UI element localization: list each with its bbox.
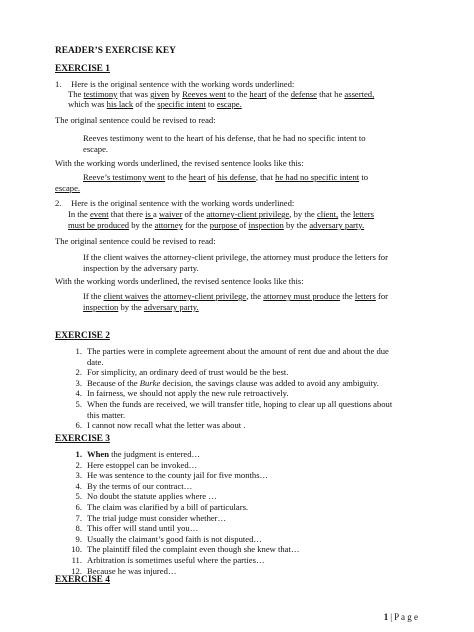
item-number: 7.	[75, 512, 82, 523]
underlined-word: inspection	[83, 302, 119, 312]
underlined-word: specific intent	[157, 99, 206, 109]
underlined-word: letters	[353, 209, 375, 219]
text: a	[153, 209, 159, 219]
text: the	[338, 209, 354, 219]
list-item	[68, 513, 299, 524]
item-text: The parties were in complete agreement about the amount of rent due and about the due	[87, 346, 389, 356]
bold-word: When	[87, 449, 109, 459]
item-number: 5.	[75, 398, 82, 409]
list-item	[68, 460, 299, 471]
item-number: 11.	[71, 554, 82, 565]
ex1-item-1-intro	[55, 79, 294, 90]
item-number: 3.	[75, 470, 82, 481]
underlined-word: letters	[354, 291, 376, 301]
text: that he	[316, 89, 345, 99]
page-footer	[384, 612, 418, 622]
ex1-item-2-revised-line-2: inspection by the adversary party.	[83, 263, 199, 273]
item-text: The claim was clarified by a bill of particulars.	[87, 501, 249, 512]
list-item	[68, 346, 392, 357]
list-item	[68, 367, 392, 378]
text: of	[239, 220, 249, 230]
page-label: P a g e	[394, 612, 418, 622]
list-item	[68, 470, 299, 481]
item-text: No doubt the statute applies where …	[87, 491, 217, 502]
item-text: For simplicity, an ordinary deed of trust would be the best.	[87, 367, 289, 378]
underlined-word: asserted,	[344, 89, 375, 99]
text: of	[205, 172, 218, 182]
ex1-item-1-original-line-2	[68, 99, 242, 110]
underlined-word: waiver	[158, 209, 183, 219]
item-text: I cannot now recall what the letter was about .	[87, 420, 246, 431]
text: by	[169, 89, 183, 99]
text: by the	[283, 220, 310, 230]
item-number: 5.	[75, 491, 82, 502]
item-text: Usually the claimant’s good faith is not disputed…	[87, 533, 262, 544]
text: to	[205, 99, 217, 109]
text: that was	[117, 89, 151, 99]
item-text: When the funds are received, we will transfer title, hoping to clear up all questions about	[87, 398, 393, 409]
item-text: Here is the original sentence with the working words underlined:	[71, 79, 295, 89]
exercise-2-heading: EXERCISE 2	[55, 331, 110, 341]
underlined-word: client waives	[103, 291, 149, 301]
item-text: The trial judge must consider whether…	[87, 512, 227, 523]
item-text: In fairness, we should not apply the new rule retroactively.	[87, 388, 289, 399]
list-item-continuation: date.	[87, 356, 104, 367]
item-text: Here is the original sentence with the working words underlined:	[71, 198, 295, 208]
list-item	[68, 449, 299, 460]
list-item	[68, 544, 299, 555]
underlined-word: attorney	[154, 220, 183, 230]
list-item	[68, 388, 392, 399]
underlined-word: adversary party.	[143, 302, 199, 312]
ex1-with-working-2: With the working words underlined, the revised sentence looks like this:	[55, 276, 304, 286]
underlined-word: event	[89, 209, 109, 219]
ex1-item-2-underlined-line-1	[83, 291, 388, 302]
item-text: decision, the savings clause was added to avoid any ambiguity.	[160, 377, 379, 388]
exercise-3-heading: EXERCISE 3	[55, 434, 110, 444]
item-text: He was sentence to the county jail for five months…	[87, 470, 269, 481]
ex1-item-1-underlined-line-2: escape.	[55, 183, 81, 193]
underlined-word: purpose	[209, 220, 240, 230]
text: , by the	[289, 209, 317, 219]
text: the	[340, 291, 355, 301]
ex1-with-working-1: With the working words underlined, the revised sentence looks like this:	[55, 158, 304, 168]
text: by the	[129, 220, 155, 230]
text: If the	[83, 291, 104, 301]
underlined-word: testimony	[83, 89, 118, 99]
ex1-item-1-revised-line-1: Reeves testimony went to the heart of his defense, that he had no specific intent to	[83, 133, 366, 143]
underlined-word: attorney-client privilege	[206, 209, 290, 219]
text: for	[375, 291, 389, 301]
item-text: By the terms of our contract…	[87, 480, 193, 491]
item-number: 6.	[75, 420, 82, 431]
list-item	[68, 399, 392, 410]
item-text: Because of the	[87, 377, 140, 388]
item-number: 6.	[75, 501, 82, 512]
text: to the	[165, 172, 189, 182]
text: for the	[182, 220, 210, 230]
ex1-item-2-intro	[55, 198, 294, 209]
text: to the	[225, 89, 250, 99]
underlined-word: must be produced	[68, 220, 130, 230]
underlined-word: his lack	[106, 99, 134, 109]
list-item	[68, 491, 299, 502]
exercise-1-heading: EXERCISE 1	[55, 64, 110, 74]
ex1-item-2-underlined-line-2	[83, 302, 199, 313]
underlined-word: attorney must produce	[263, 291, 341, 301]
item-number: 4.	[75, 480, 82, 491]
list-item	[68, 378, 392, 389]
ex1-item-1-original-line-1	[68, 89, 374, 100]
list-item	[68, 481, 299, 492]
item-number: 3.	[75, 377, 82, 388]
text: which was	[68, 99, 107, 109]
ex1-item-2-original-line-1	[68, 209, 374, 220]
item-number: 4.	[75, 388, 82, 399]
text: of the	[266, 89, 291, 99]
text: that there	[108, 209, 146, 219]
ex1-item-2-revised-line-1: If the client waives the attorney-client privilege, the attorney must produce the letters for	[83, 252, 388, 262]
item-number: 8.	[75, 523, 82, 534]
case-name: Burke	[139, 377, 161, 388]
list-item	[68, 420, 392, 431]
underlined-word: Reeves went	[182, 89, 226, 99]
underlined-word: escape.	[216, 99, 242, 109]
item-number: 9.	[75, 533, 82, 544]
ex1-revise-intro-2: The original sentence could be revised to read:	[55, 236, 216, 246]
item-number: 12.	[71, 565, 82, 576]
item-text: Arbitration is sometimes useful where the parties…	[87, 554, 265, 565]
list-item	[68, 555, 299, 566]
item-number: 1.	[55, 79, 62, 89]
underlined-word: client,	[316, 209, 339, 219]
ex1-item-1-revised-line-2: escape.	[83, 144, 109, 154]
item-text: the judgment is entered…	[108, 449, 201, 459]
text: of the	[182, 209, 207, 219]
item-text: Here estoppel can be invoked…	[87, 459, 198, 470]
underlined-word: he had no specific intent	[275, 172, 360, 182]
text: The	[68, 89, 84, 99]
ex1-item-1-underlined-line-1	[83, 172, 368, 183]
exercise-2-list	[68, 346, 392, 431]
ex1-item-2-original-line-2	[68, 220, 364, 231]
separator: |	[390, 612, 393, 622]
item-text: The plaintiff filed the complaint even though she knew that…	[87, 544, 300, 555]
text: to	[359, 172, 369, 182]
list-item	[68, 502, 299, 513]
item-text: This offer will stand until you…	[87, 523, 199, 534]
list-item	[68, 534, 299, 545]
exercise-3-list	[68, 449, 299, 576]
underlined-word: is	[145, 209, 153, 219]
underlined-word: adversary party.	[309, 220, 365, 230]
text: by the	[118, 302, 144, 312]
underlined-word: Reeve’s testimony went	[83, 172, 166, 182]
item-number: 2.	[55, 198, 62, 208]
item-number: 2.	[75, 367, 82, 378]
page-number: 1	[383, 612, 389, 622]
underlined-word: heart	[249, 89, 267, 99]
item-text: Because he was injured…	[87, 565, 177, 576]
item-number: 10.	[71, 544, 82, 555]
text: , the	[246, 291, 264, 301]
text: In the	[68, 209, 90, 219]
exercise-4-heading: EXERCISE 4	[55, 575, 110, 585]
text: the	[148, 291, 164, 301]
underlined-word: heart	[188, 172, 206, 182]
item-number: 2.	[75, 459, 82, 470]
underlined-word: his defense	[217, 172, 256, 182]
text: , that	[255, 172, 276, 182]
text: of the	[133, 99, 158, 109]
item-number: 1.	[75, 449, 82, 459]
underlined-word: inspection	[248, 220, 284, 230]
doc-title: READER’S EXERCISE KEY	[55, 46, 176, 56]
underlined-word: given	[150, 89, 170, 99]
item-number: 1.	[75, 346, 82, 356]
ex1-revise-intro-1: The original sentence could be revised to read:	[55, 115, 216, 125]
underlined-word: attorney-client privilege	[163, 291, 247, 301]
list-item-continuation: this matter.	[87, 409, 126, 420]
underlined-word: defense	[290, 89, 317, 99]
list-item	[68, 523, 299, 534]
